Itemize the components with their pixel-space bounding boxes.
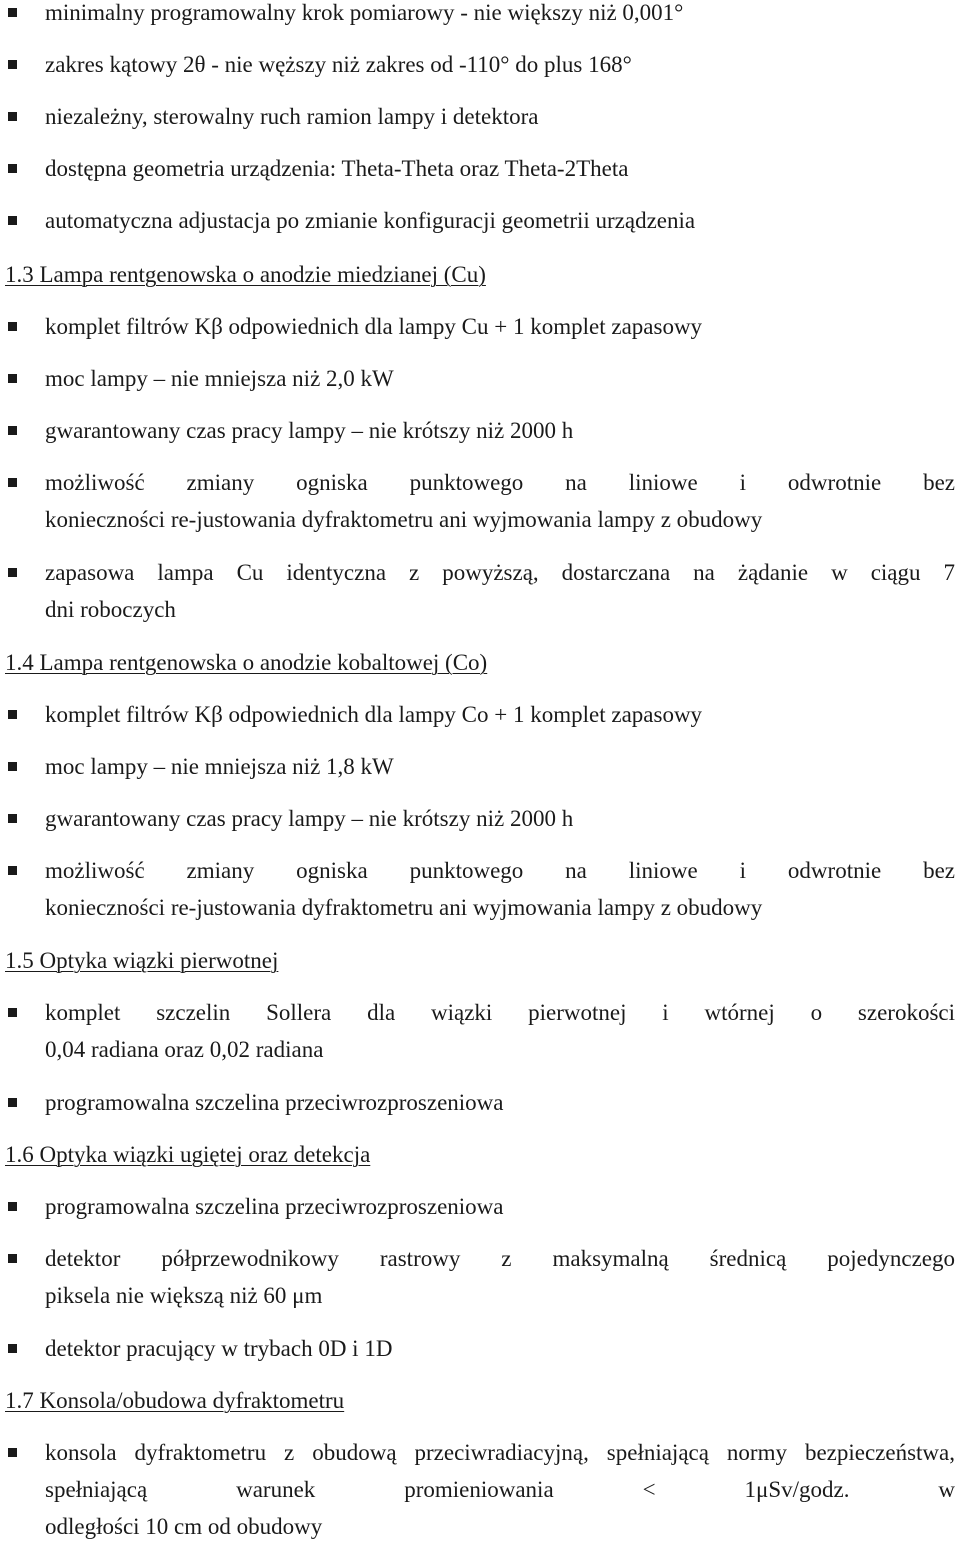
list-item — [45, 464, 955, 538]
list-item-text: komplet filtrów Kβ odpowiednich dla lampy Co + 1 komplet zapasowy — [45, 702, 703, 727]
list-item-line: konieczności re-justowania dyfraktometru ani wyjmowania lampy z obudowy — [45, 507, 763, 532]
list-item-text — [45, 994, 955, 1068]
square-bullet-icon — [8, 1448, 17, 1457]
list-item-text — [45, 464, 955, 538]
square-bullet-icon — [8, 374, 17, 383]
list-item — [45, 1188, 955, 1225]
list-item — [45, 554, 955, 628]
list-item-text — [45, 1434, 955, 1545]
square-bullet-icon — [8, 60, 17, 69]
list-item — [45, 800, 955, 837]
square-bullet-icon — [8, 164, 17, 173]
square-bullet-icon — [8, 478, 17, 487]
square-bullet-icon — [8, 762, 17, 771]
square-bullet-icon — [8, 1202, 17, 1211]
square-bullet-icon — [8, 1008, 17, 1017]
section-heading-text: 1.5 Optyka wiązki pierwotnej — [5, 948, 279, 973]
section-heading-1-4 — [5, 644, 487, 681]
list-item-text: niezależny, sterowalny ruch ramion lampy i detektora — [45, 104, 539, 129]
square-bullet-icon — [8, 216, 17, 225]
list-item-line: piksela nie większą niż 60 μm — [45, 1283, 323, 1308]
list-item-line: konieczności re-justowania dyfraktometru ani wyjmowania lampy z obudowy — [45, 895, 763, 920]
square-bullet-icon — [8, 8, 17, 17]
list-item-line: odległości 10 cm od obudowy — [45, 1514, 323, 1539]
section-heading-text: 1.6 Optyka wiązki ugiętej oraz detekcja — [5, 1142, 371, 1167]
section-heading-1-5 — [5, 942, 278, 979]
list-item — [45, 0, 955, 31]
list-item — [45, 150, 955, 187]
list-item — [45, 1434, 955, 1545]
list-item-line: komplet szczelin Sollera dla wiązki pierwotnej i wtórnej o szerokości — [45, 1000, 955, 1025]
list-item-line: zapasowa lampa Cu identyczna z powyższą, dostarczana na żądanie w ciągu 7 — [45, 560, 955, 585]
square-bullet-icon — [8, 426, 17, 435]
square-bullet-icon — [8, 866, 17, 875]
list-item — [45, 360, 955, 397]
list-item — [45, 412, 955, 449]
list-item — [45, 696, 955, 733]
square-bullet-icon — [8, 1254, 17, 1263]
list-item-text: detektor pracujący w trybach 0D i 1D — [45, 1336, 393, 1361]
list-item-text: gwarantowany czas pracy lampy – nie krótszy niż 2000 h — [45, 806, 574, 831]
list-item — [45, 1084, 955, 1121]
list-item-line: możliwość zmiany ogniska punktowego na liniowe i odwrotnie bez — [45, 858, 955, 883]
list-item — [45, 46, 955, 83]
list-item-text: programowalna szczelina przeciwrozproszeniowa — [45, 1090, 504, 1115]
list-item — [45, 1240, 955, 1314]
list-item — [45, 852, 955, 926]
list-item-line: detektor półprzewodnikowy rastrowy z maksymalną średnicą pojedynczego — [45, 1246, 955, 1271]
list-item-line: konsola dyfraktometru z obudową przeciwradiacyjną, spełniającą normy — [45, 1440, 787, 1465]
list-item — [45, 202, 955, 239]
list-item-text — [45, 1240, 955, 1314]
list-item-text: automatyczna adjustacja po zmianie konfiguracji geometrii urządzenia — [45, 208, 696, 233]
list-item-text: programowalna szczelina przeciwrozproszeniowa — [45, 1194, 504, 1219]
list-item-text — [45, 554, 955, 628]
list-item — [45, 748, 955, 785]
list-item — [45, 308, 955, 345]
section-heading-text: 1.7 Konsola/obudowa dyfraktometru — [5, 1388, 345, 1413]
list-item-text: zakres kątowy 2θ - nie węższy niż zakres od -110° do plus 168° — [45, 52, 632, 77]
list-item-text: minimalny programowalny krok pomiarowy - nie większy niż 0,001° — [45, 0, 684, 25]
square-bullet-icon — [8, 568, 17, 577]
section-heading-1-6 — [5, 1136, 370, 1173]
square-bullet-icon — [8, 710, 17, 719]
list-item-line: 0,04 radiana oraz 0,02 radiana — [45, 1037, 324, 1062]
section-heading-text: 1.4 Lampa rentgenowska o anodzie kobaltowej (Co) — [5, 650, 488, 675]
square-bullet-icon — [8, 112, 17, 121]
list-item-line: możliwość zmiany ogniska punktowego na liniowe i odwrotnie bez — [45, 470, 955, 495]
list-item-text: moc lampy – nie mniejsza niż 2,0 kW — [45, 366, 394, 391]
square-bullet-icon — [8, 1098, 17, 1107]
list-item-text: gwarantowany czas pracy lampy – nie krótszy niż 2000 h — [45, 418, 574, 443]
list-item-line: bezpieczeństwa, spełniającą warunek promieniowania < 1μSv/godz. w — [45, 1440, 955, 1502]
list-item-line: dni roboczych — [45, 597, 176, 622]
list-item — [45, 1330, 955, 1367]
list-item — [45, 994, 955, 1068]
square-bullet-icon — [8, 322, 17, 331]
section-heading-1-7 — [5, 1382, 344, 1419]
section-heading-1-3 — [5, 256, 486, 293]
square-bullet-icon — [8, 1344, 17, 1353]
list-item-text: dostępna geometria urządzenia: Theta-Theta oraz Theta-2Theta — [45, 156, 629, 181]
section-heading-text: 1.3 Lampa rentgenowska o anodzie miedzianej (Cu) — [5, 262, 486, 287]
square-bullet-icon — [8, 814, 17, 823]
list-item-text: moc lampy – nie mniejsza niż 1,8 kW — [45, 754, 394, 779]
list-item — [45, 98, 955, 135]
list-item-text: komplet filtrów Kβ odpowiednich dla lampy Cu + 1 komplet zapasowy — [45, 314, 703, 339]
list-item-text — [45, 852, 955, 926]
